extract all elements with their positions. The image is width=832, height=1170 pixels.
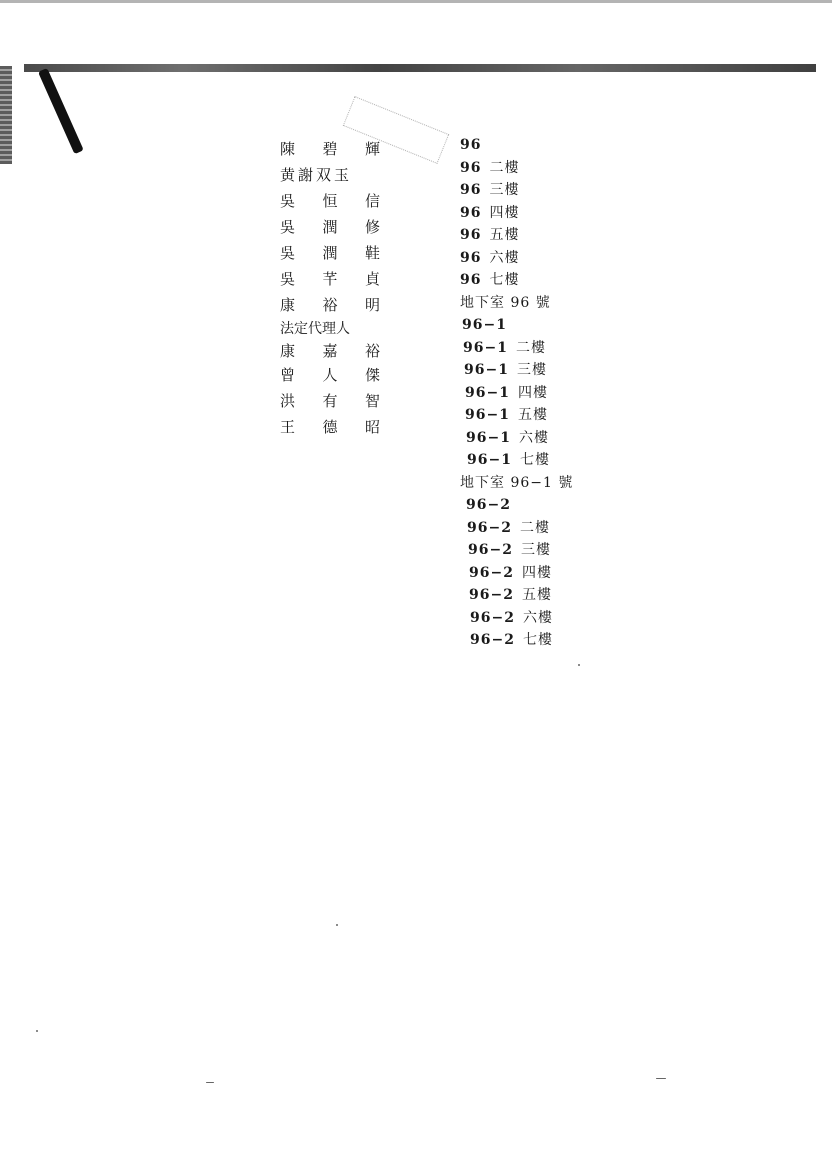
address-row xyxy=(460,337,640,360)
name-char: 嘉 xyxy=(322,342,338,360)
name-char: 康 xyxy=(280,296,296,314)
address-row xyxy=(460,539,640,562)
name-row xyxy=(280,414,380,440)
address-floor: 四樓 xyxy=(489,204,520,221)
address-column xyxy=(460,134,640,652)
address-floor: 二樓 xyxy=(515,339,546,356)
address-number: 96 xyxy=(460,249,482,266)
address-floor: 五樓 xyxy=(489,227,520,243)
address-row xyxy=(460,382,640,405)
scan-speck xyxy=(656,1078,666,1079)
binding-mark xyxy=(38,68,84,154)
address-number: 地下室 96−1 號 xyxy=(460,474,574,491)
address-row xyxy=(460,292,640,315)
address-number: 96−2 xyxy=(470,609,515,626)
address-floor: 七樓 xyxy=(519,452,550,468)
name-char: 智 xyxy=(364,392,380,410)
address-number: 96 xyxy=(460,137,482,153)
name-char: 德 xyxy=(322,418,338,436)
address-floor: 三樓 xyxy=(489,182,520,198)
name-char: 洪 xyxy=(280,392,296,410)
address-floor: 三樓 xyxy=(516,362,547,378)
address-number: 96−2 xyxy=(466,497,511,513)
address-number: 96−2 xyxy=(469,564,514,581)
address-row xyxy=(460,202,640,225)
name-char: 曾 xyxy=(280,366,296,384)
address-number: 96−1 xyxy=(463,339,508,356)
address-number: 96−1 xyxy=(466,429,511,446)
address-number: 96−1 xyxy=(464,362,509,378)
name-char: 裕 xyxy=(364,342,380,360)
address-floor: 四樓 xyxy=(521,564,552,581)
name-char: 黄謝双玉 xyxy=(280,166,353,184)
address-row xyxy=(460,314,640,337)
name-row xyxy=(280,214,380,240)
address-number: 96 xyxy=(460,272,482,288)
name-row xyxy=(280,340,380,362)
address-floor: 三樓 xyxy=(520,542,551,558)
name-char: 人 xyxy=(322,366,338,384)
address-floor: 二樓 xyxy=(519,519,550,536)
address-row xyxy=(460,494,640,517)
address-floor: 六樓 xyxy=(522,609,553,626)
address-floor: 七樓 xyxy=(522,632,553,648)
address-row xyxy=(460,157,640,180)
address-floor: 五樓 xyxy=(517,407,548,423)
scan-border-band xyxy=(24,64,816,72)
name-char: 吳 xyxy=(280,270,296,288)
address-floor: 五樓 xyxy=(521,587,552,603)
address-number: 96−2 xyxy=(468,542,513,558)
name-char: 修 xyxy=(364,218,380,236)
name-char: 潤 xyxy=(322,244,338,262)
address-row xyxy=(460,134,640,157)
address-number: 96−2 xyxy=(467,519,512,536)
name-char: 有 xyxy=(322,392,338,410)
name-char: 輝 xyxy=(364,140,380,158)
owner-names-column xyxy=(280,136,380,440)
name-char: 裕 xyxy=(322,296,338,314)
address-row xyxy=(460,449,640,472)
address-number: 96−2 xyxy=(469,587,514,603)
address-number: 地下室 96 號 xyxy=(460,294,551,311)
address-floor: 六樓 xyxy=(518,429,549,446)
name-char: 康 xyxy=(280,342,296,360)
address-number: 96 xyxy=(460,159,482,176)
legal-rep-label: 法定代理人 xyxy=(280,321,350,337)
scan-top-edge xyxy=(0,0,832,3)
name-char: 吳 xyxy=(280,218,296,236)
name-char: 昭 xyxy=(364,418,380,436)
name-char: 明 xyxy=(364,296,380,314)
name-char: 傑 xyxy=(364,366,380,384)
name-char: 陳 xyxy=(280,140,296,158)
name-row xyxy=(280,388,380,414)
name-row xyxy=(280,162,380,188)
address-row xyxy=(460,607,640,630)
address-row xyxy=(460,269,640,292)
name-char: 信 xyxy=(364,192,380,210)
name-char: 王 xyxy=(280,418,296,436)
name-row xyxy=(280,292,380,318)
name-row xyxy=(280,240,380,266)
address-row xyxy=(460,179,640,202)
address-row xyxy=(460,584,640,607)
name-row xyxy=(280,266,380,292)
address-number: 96 xyxy=(460,227,482,243)
scan-speck xyxy=(206,1082,214,1083)
name-row xyxy=(280,136,380,162)
address-floor: 四樓 xyxy=(517,384,548,401)
scan-left-edge xyxy=(0,66,12,164)
scan-speck xyxy=(336,924,338,926)
name-char: 恒 xyxy=(322,192,338,210)
address-floor: 七樓 xyxy=(489,272,520,288)
name-char: 芊 xyxy=(322,270,338,288)
address-row xyxy=(460,629,640,652)
address-floor: 六樓 xyxy=(489,249,520,266)
address-number: 96−1 xyxy=(465,384,510,401)
address-row xyxy=(460,224,640,247)
address-row xyxy=(460,359,640,382)
scan-speck xyxy=(36,1030,38,1032)
address-number: 96−2 xyxy=(470,632,515,648)
name-char: 吳 xyxy=(280,192,296,210)
name-char: 吳 xyxy=(280,244,296,262)
scan-speck xyxy=(578,664,580,666)
address-row xyxy=(460,472,640,495)
name-char: 貞 xyxy=(364,270,380,288)
address-number: 96−1 xyxy=(462,317,507,333)
name-char: 鞋 xyxy=(364,244,380,262)
address-number: 96−1 xyxy=(465,407,510,423)
address-row xyxy=(460,404,640,427)
name-row xyxy=(280,188,380,214)
name-char: 碧 xyxy=(322,140,338,158)
address-floor: 二樓 xyxy=(489,159,520,176)
address-number: 96 xyxy=(460,204,482,221)
name-row xyxy=(280,362,380,388)
address-number: 96 xyxy=(460,182,482,198)
address-number: 96−1 xyxy=(467,452,512,468)
address-row xyxy=(460,517,640,540)
address-row xyxy=(460,247,640,270)
address-row xyxy=(460,562,640,585)
name-char: 潤 xyxy=(322,218,338,236)
address-row xyxy=(460,427,640,450)
